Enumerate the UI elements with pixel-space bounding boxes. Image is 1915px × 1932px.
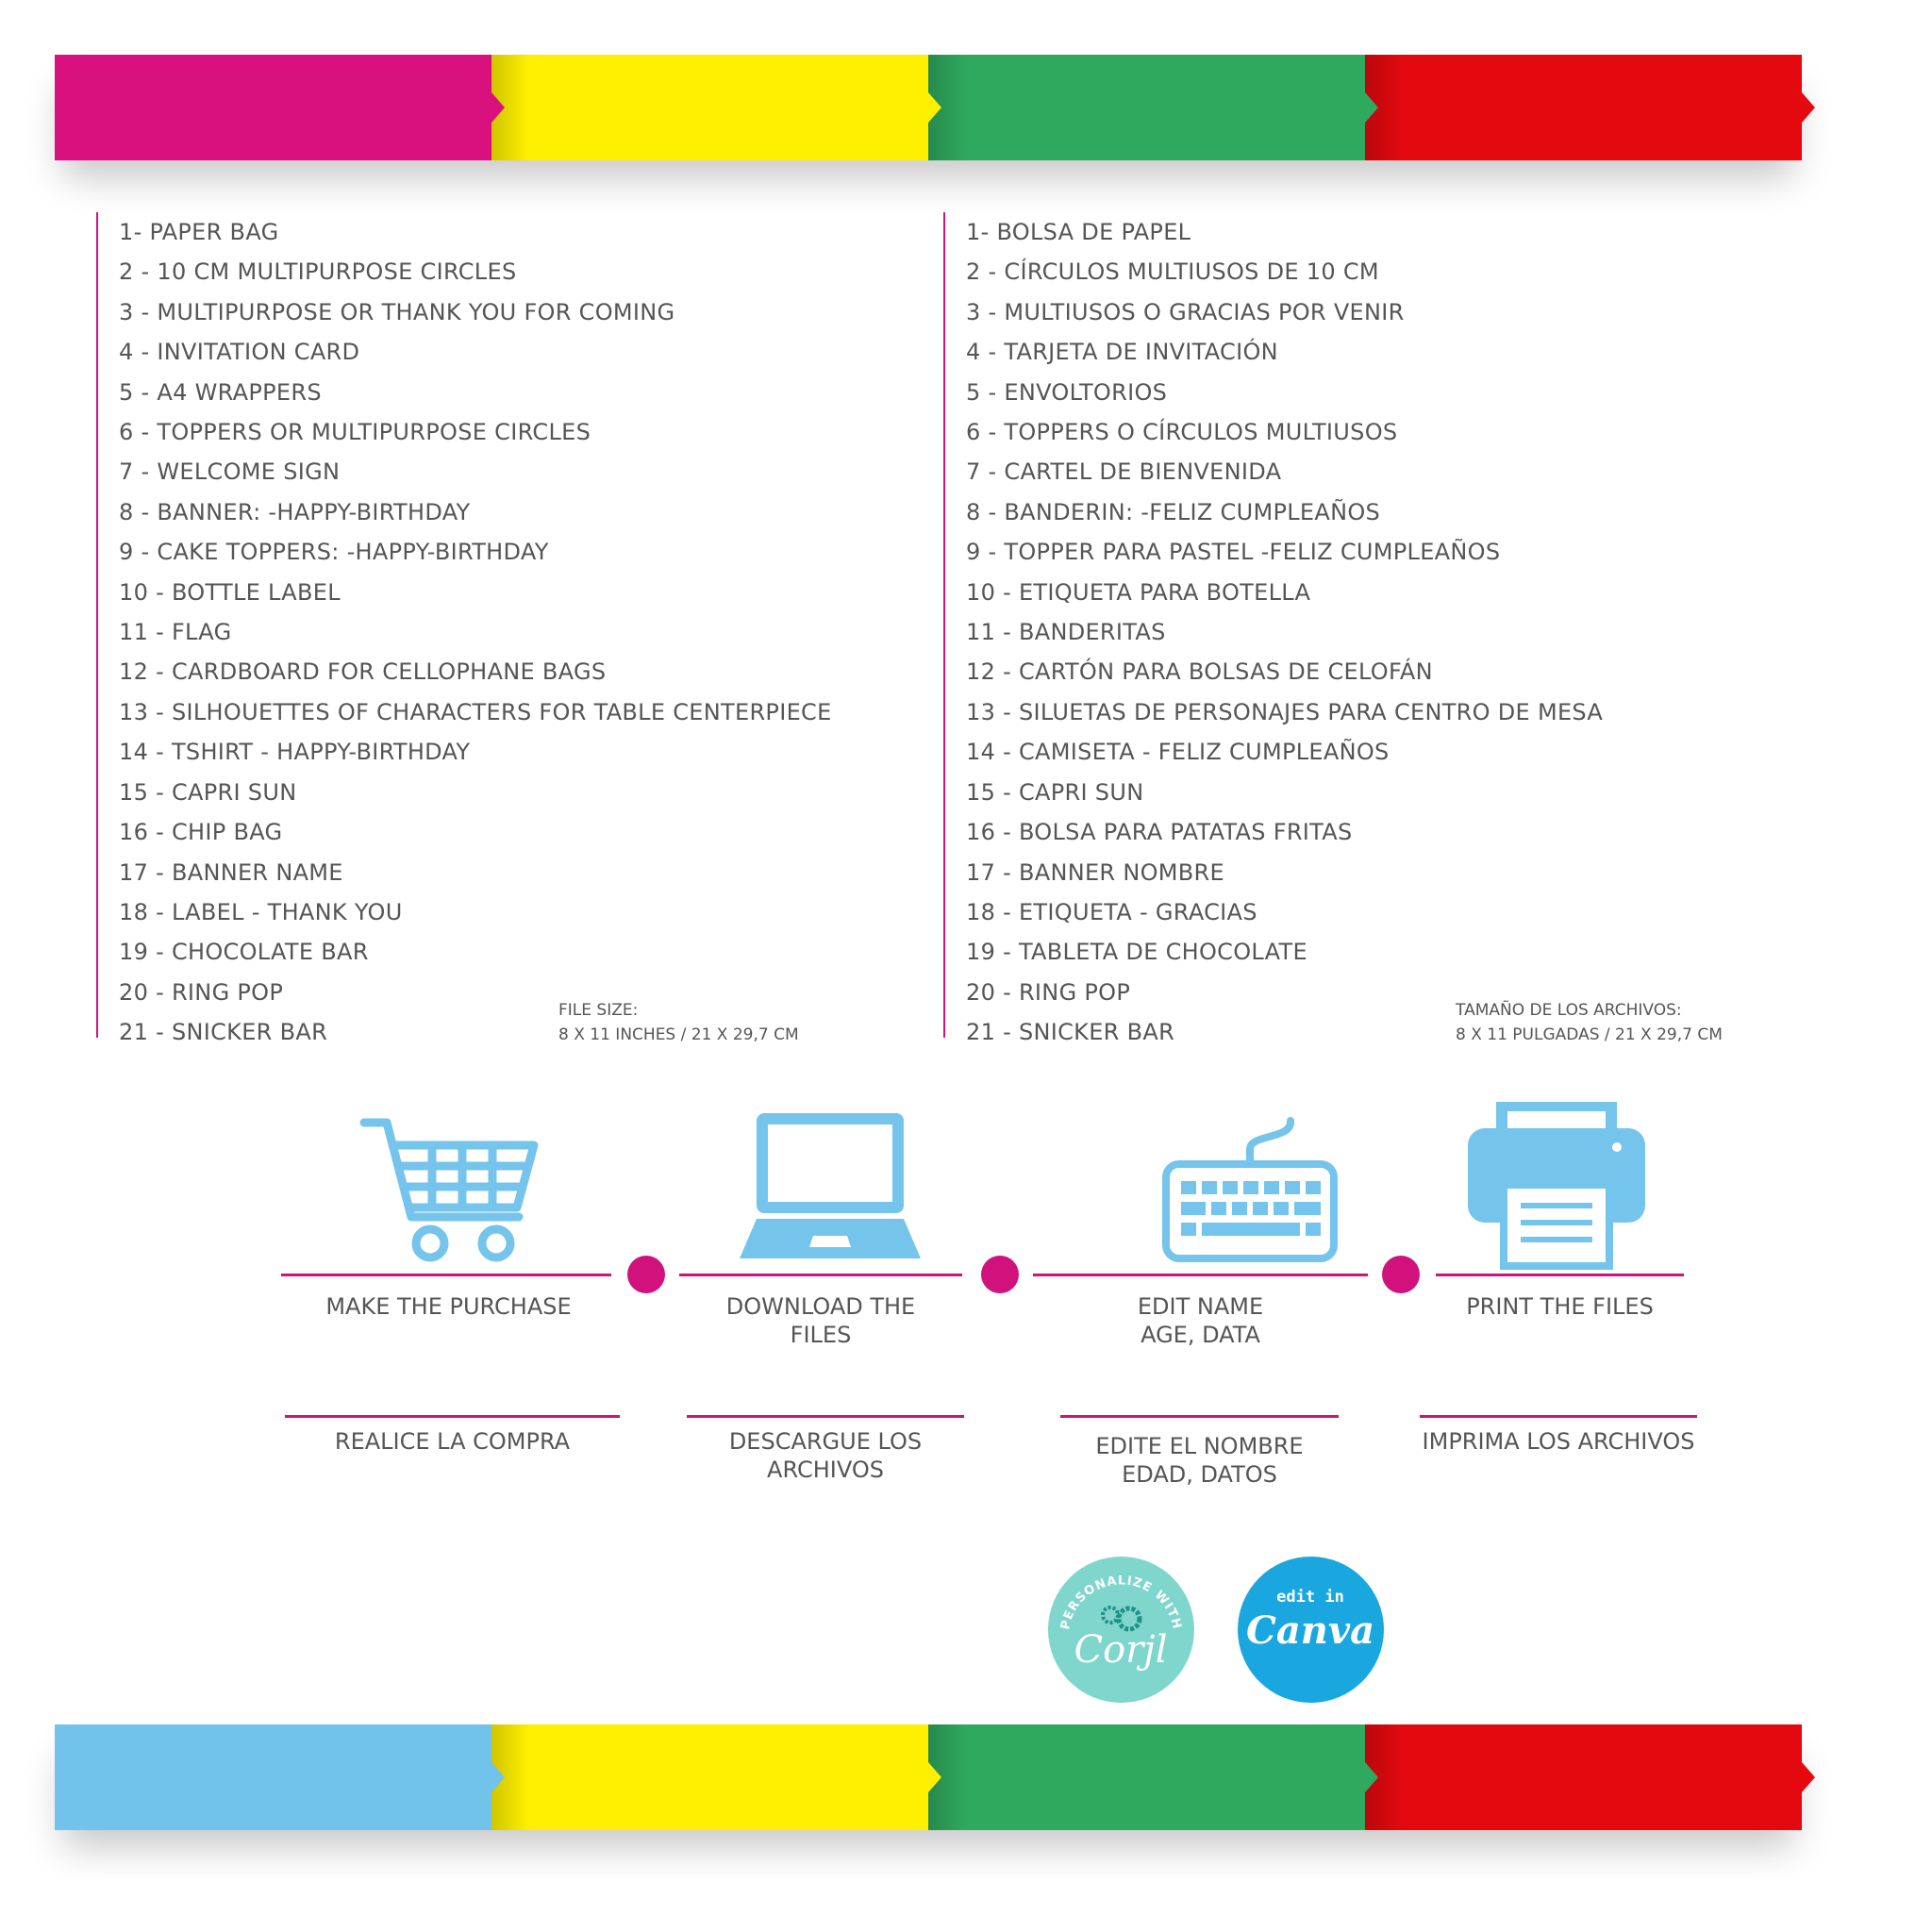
step-label-en-3 xyxy=(1033,1292,1368,1349)
list-item: 7 - CARTEL DE BIENVENIDA xyxy=(966,458,1282,486)
step-label-en-2 xyxy=(679,1292,962,1349)
band-segment-red xyxy=(1365,55,1802,160)
list-item: 8 - BANDERIN: -FELIZ CUMPLEAÑOS xyxy=(966,498,1381,525)
step-label-es-3 xyxy=(1060,1432,1339,1489)
list-item: 14 - CAMISETA - FELIZ CUMPLEAÑOS xyxy=(966,739,1390,766)
list-item: 9 - TOPPER PARA PASTEL -FELIZ CUMPLEAÑOS xyxy=(966,539,1501,566)
list-item: 13 - SILUETAS DE PERSONAJES PARA CENTRO DE MESA xyxy=(966,698,1604,725)
list-item: 15 - CAPRI SUN xyxy=(119,778,297,806)
step-label-line: DESCARGUE LOS xyxy=(728,1428,923,1455)
list-item: 21 - SNICKER BAR xyxy=(966,1019,1175,1046)
band-segment-green xyxy=(928,1724,1365,1830)
step-label-line: IMPRIMA LOS ARCHIVOS xyxy=(1422,1428,1695,1455)
list-item: 13 - SILHOUETTES OF CHARACTERS FOR TABLE CENTERPIECE xyxy=(119,698,832,725)
file-size-label: TAMAÑO DE LOS ARCHIVOS: xyxy=(1456,1001,1682,1020)
step-label-line: EDIT NAME xyxy=(1137,1293,1264,1320)
step-label-es-1 xyxy=(285,1427,620,1456)
canva-logo-text: Canva xyxy=(1246,1608,1374,1653)
list-item: 18 - LABEL - THANK YOU xyxy=(119,898,403,925)
canva-badge[interactable] xyxy=(1238,1557,1384,1703)
band-segment-magenta xyxy=(55,55,491,160)
list-item: 5 - ENVOLTORIOS xyxy=(966,378,1168,406)
step-label-line: FILES xyxy=(790,1322,852,1348)
english-item-list xyxy=(98,212,928,1053)
list-item: 10 - BOTTLE LABEL xyxy=(119,578,341,606)
timeline-dot-2 xyxy=(981,1256,1019,1293)
list-item: 15 - CAPRI SUN xyxy=(966,778,1144,806)
timeline-line-3 xyxy=(1033,1274,1368,1276)
printer-icon xyxy=(1462,1094,1651,1274)
file-size-value: 8 X 11 INCHES / 21 X 29,7 CM xyxy=(558,1025,799,1044)
list-item: 18 - ETIQUETA - GRACIAS xyxy=(966,898,1257,925)
timeline-line-1 xyxy=(281,1274,611,1276)
corjl-arc-text: PERSONALIZE WITH xyxy=(1058,1574,1185,1631)
list-item: 20 - RING POP xyxy=(966,978,1131,1006)
canva-top-text: edit in xyxy=(1276,1588,1344,1607)
file-size-value: 8 X 11 PULGADAS / 21 X 29,7 CM xyxy=(1456,1025,1723,1044)
svg-text:PERSONALIZE WITH xyxy=(1058,1574,1184,1631)
spanish-step-line-1 xyxy=(285,1415,620,1418)
spanish-item-list xyxy=(945,212,1775,1053)
list-item: 7 - WELCOME SIGN xyxy=(119,458,341,486)
spanish-item-list-panel xyxy=(943,212,1775,1046)
step-label-line: PRINT THE FILES xyxy=(1466,1293,1654,1320)
top-color-band xyxy=(55,55,1802,160)
step-label-line: MAKE THE PURCHASE xyxy=(325,1293,572,1320)
timeline-line-2 xyxy=(679,1274,962,1276)
list-item: 10 - ETIQUETA PARA BOTELLA xyxy=(966,578,1311,606)
list-item: 2 - 10 CM MULTIPURPOSE CIRCLES xyxy=(119,258,517,286)
list-item: 11 - BANDERITAS xyxy=(966,619,1166,646)
band-segment-yellow xyxy=(491,55,928,160)
bottom-color-band xyxy=(55,1724,1802,1830)
band-segment-green xyxy=(928,55,1365,160)
file-size-note-es xyxy=(1456,998,1723,1047)
list-item: 4 - INVITATION CARD xyxy=(119,339,360,366)
shopping-cart-icon xyxy=(358,1113,547,1274)
laptop-icon xyxy=(736,1106,924,1266)
list-item: 2 - CÍRCULOS MULTIUSOS DE 10 CM xyxy=(966,258,1379,286)
band-segment-red xyxy=(1365,1724,1802,1830)
list-item: 6 - TOPPERS OR MULTIPURPOSE CIRCLES xyxy=(119,419,591,446)
file-size-label: FILE SIZE: xyxy=(558,1001,639,1020)
step-label-en-1 xyxy=(281,1292,616,1321)
list-item: 16 - CHIP BAG xyxy=(119,819,283,846)
spanish-step-line-3 xyxy=(1060,1415,1339,1418)
list-item: 1- PAPER BAG xyxy=(119,219,279,245)
timeline-line-4 xyxy=(1436,1274,1684,1276)
list-item: 21 - SNICKER BAR xyxy=(119,1019,328,1046)
keyboard-icon xyxy=(1160,1115,1340,1266)
step-label-line: DOWNLOAD THE xyxy=(725,1293,916,1320)
list-item: 4 - TARJETA DE INVITACIÓN xyxy=(966,339,1278,366)
band-segment-blue xyxy=(55,1724,491,1830)
step-label-line: ARCHIVOS xyxy=(767,1457,884,1483)
corjl-logo-icon xyxy=(1048,1557,1194,1703)
list-item: 12 - CARDBOARD FOR CELLOPHANE BAGS xyxy=(119,658,607,686)
step-label-line: EDITE EL NOMBRE xyxy=(1095,1433,1304,1459)
corjl-badge[interactable] xyxy=(1048,1557,1194,1703)
list-item: 14 - TSHIRT - HAPPY-BIRTHDAY xyxy=(119,739,471,766)
spanish-step-line-4 xyxy=(1420,1415,1697,1418)
corjl-logo-text: Corjl xyxy=(1074,1628,1168,1672)
list-item: 11 - FLAG xyxy=(119,619,232,646)
list-item: 19 - TABLETA DE CHOCOLATE xyxy=(966,939,1307,966)
list-item: 1- BOLSA DE PAPEL xyxy=(966,219,1191,245)
list-item: 20 - RING POP xyxy=(119,978,284,1006)
spanish-step-line-2 xyxy=(687,1415,964,1418)
list-item: 3 - MULTIPURPOSE OR THANK YOU FOR COMING xyxy=(119,298,675,325)
canva-logo-icon xyxy=(1238,1557,1384,1703)
list-item: 5 - A4 WRAPPERS xyxy=(119,378,322,406)
list-item: 3 - MULTIUSOS O GRACIAS POR VENIR xyxy=(966,298,1405,325)
english-item-list-panel xyxy=(96,212,928,1046)
band-segment-yellow xyxy=(491,1724,928,1830)
step-label-line: EDAD, DATOS xyxy=(1122,1461,1277,1488)
step-label-es-2 xyxy=(687,1427,964,1484)
list-item: 9 - CAKE TOPPERS: -HAPPY-BIRTHDAY xyxy=(119,539,549,566)
list-item: 19 - CHOCOLATE BAR xyxy=(119,939,369,966)
list-item: 17 - BANNER NAME xyxy=(119,858,343,886)
timeline-dot-1 xyxy=(627,1256,665,1293)
list-item: 8 - BANNER: -HAPPY-BIRTHDAY xyxy=(119,498,471,525)
step-label-en-4 xyxy=(1436,1292,1684,1321)
step-label-line: AGE, DATA xyxy=(1141,1322,1260,1348)
timeline-dot-3 xyxy=(1382,1256,1420,1293)
list-item: 6 - TOPPERS O CÍRCULOS MULTIUSOS xyxy=(966,419,1398,446)
list-item: 17 - BANNER NOMBRE xyxy=(966,858,1224,886)
file-size-note-en xyxy=(558,998,799,1047)
list-item: 16 - BOLSA PARA PATATAS FRITAS xyxy=(966,819,1353,846)
list-item: 12 - CARTÓN PARA BOLSAS DE CELOFÁN xyxy=(966,658,1433,686)
step-label-es-4 xyxy=(1420,1427,1697,1456)
step-label-line: REALICE LA COMPRA xyxy=(334,1428,571,1455)
